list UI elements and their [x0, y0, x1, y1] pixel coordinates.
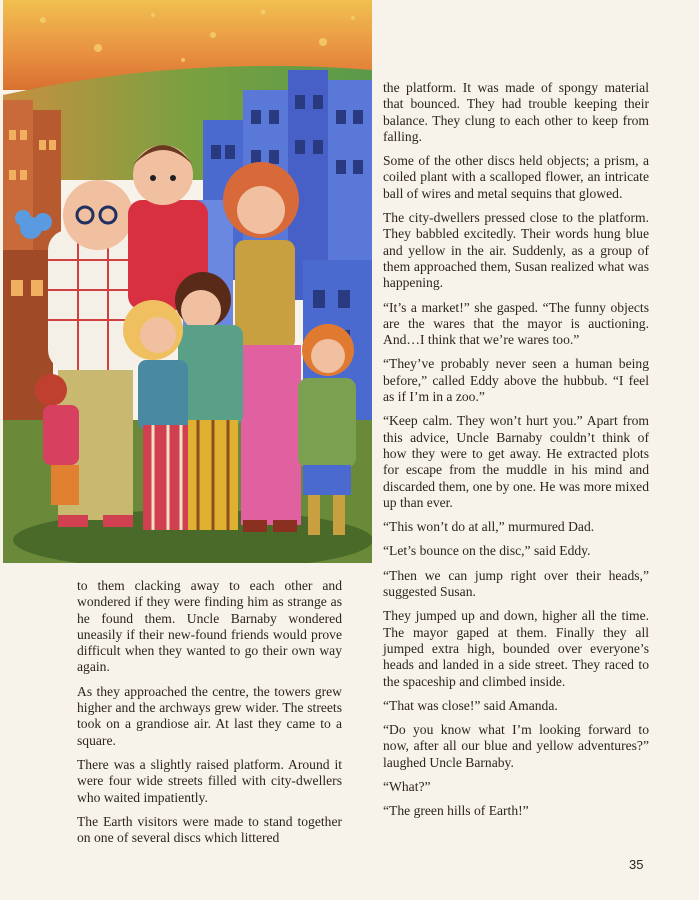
paragraph: “The green hills of Earth!” [383, 803, 529, 819]
paragraph: “Keep calm. They won’t hurt you.” Apart from this advice, Uncle Barnaby couldn’t think of how they were to get away. He extracted plots for escape from the muddle in his mind and discarded them, one by one. He was more mixed up than ever. [383, 413, 649, 510]
paragraph: “That was close!” said Amanda. [383, 697, 558, 713]
family-in-city-illustration [3, 0, 372, 563]
paragraph: The Earth visitors were made to stand together on one of several discs which littered [77, 813, 342, 846]
paragraph: There was a slightly raised platform. Around it were four wide streets filled with city-dwellers who waited impatiently. [77, 756, 342, 805]
paragraph: “They’ve probably never seen a human being before,” called Eddy above the hubbub. “I feel as if I’m in a zoo.” [383, 356, 649, 405]
paragraph: “Then we can jump right over their heads,” suggested Susan. [383, 567, 649, 600]
paragraph: “It’s a market!” she gasped. “The funny objects are the wares that the mayor is auctioning. And…I think that we’re wares too.” [383, 299, 649, 348]
paragraph: “Let’s bounce on the disc,” said Eddy. [383, 543, 591, 559]
paragraph: “Do you know what I’m looking forward to now, after all our blue and yellow adventures?” laughed Uncle Barnaby. [383, 722, 649, 770]
paragraph: The city-dwellers pressed close to the platform. They babbled excitedly. Their words hung blue and yellow in the air. Suddenly, as a group of them approached them, Susan realized what was happening. [383, 210, 649, 291]
paragraph: They jumped up and down, higher all the time. The mayor gaped at them. Finally they all jumped extra high, bounded over everyone’s heads and landed in a side street. They raced to the spaceship and climbed inside. [383, 608, 649, 689]
paragraph: Some of the other discs held objects; a prism, a coiled plant with a scalloped flower, an intricate ball of wires and metal sequins that glowed. [383, 153, 649, 201]
paragraph: the platform. It was made of spongy material that bounced. They had trouble keeping their balance. They clung to each other to keep from falling. [383, 80, 649, 144]
text-column-right [383, 80, 649, 828]
paragraph: As they approached the centre, the towers grew higher and the archways grew wider. The streets took on a grandiose air. At last they came to a square. [77, 683, 342, 748]
paragraph: “What?” [383, 778, 431, 794]
paragraph: “This won’t do at all,” murmured Dad. [383, 519, 595, 535]
page-number: 35 [629, 857, 644, 872]
illustration [3, 0, 372, 563]
text-column-left [77, 578, 342, 854]
paragraph: to them clacking away to each other and wondered if they were finding him as strange as he found them. Uncle Barnaby wondered uneasily if their new-found friends would prove difficult when they wanted to go their own way again. [77, 578, 342, 675]
